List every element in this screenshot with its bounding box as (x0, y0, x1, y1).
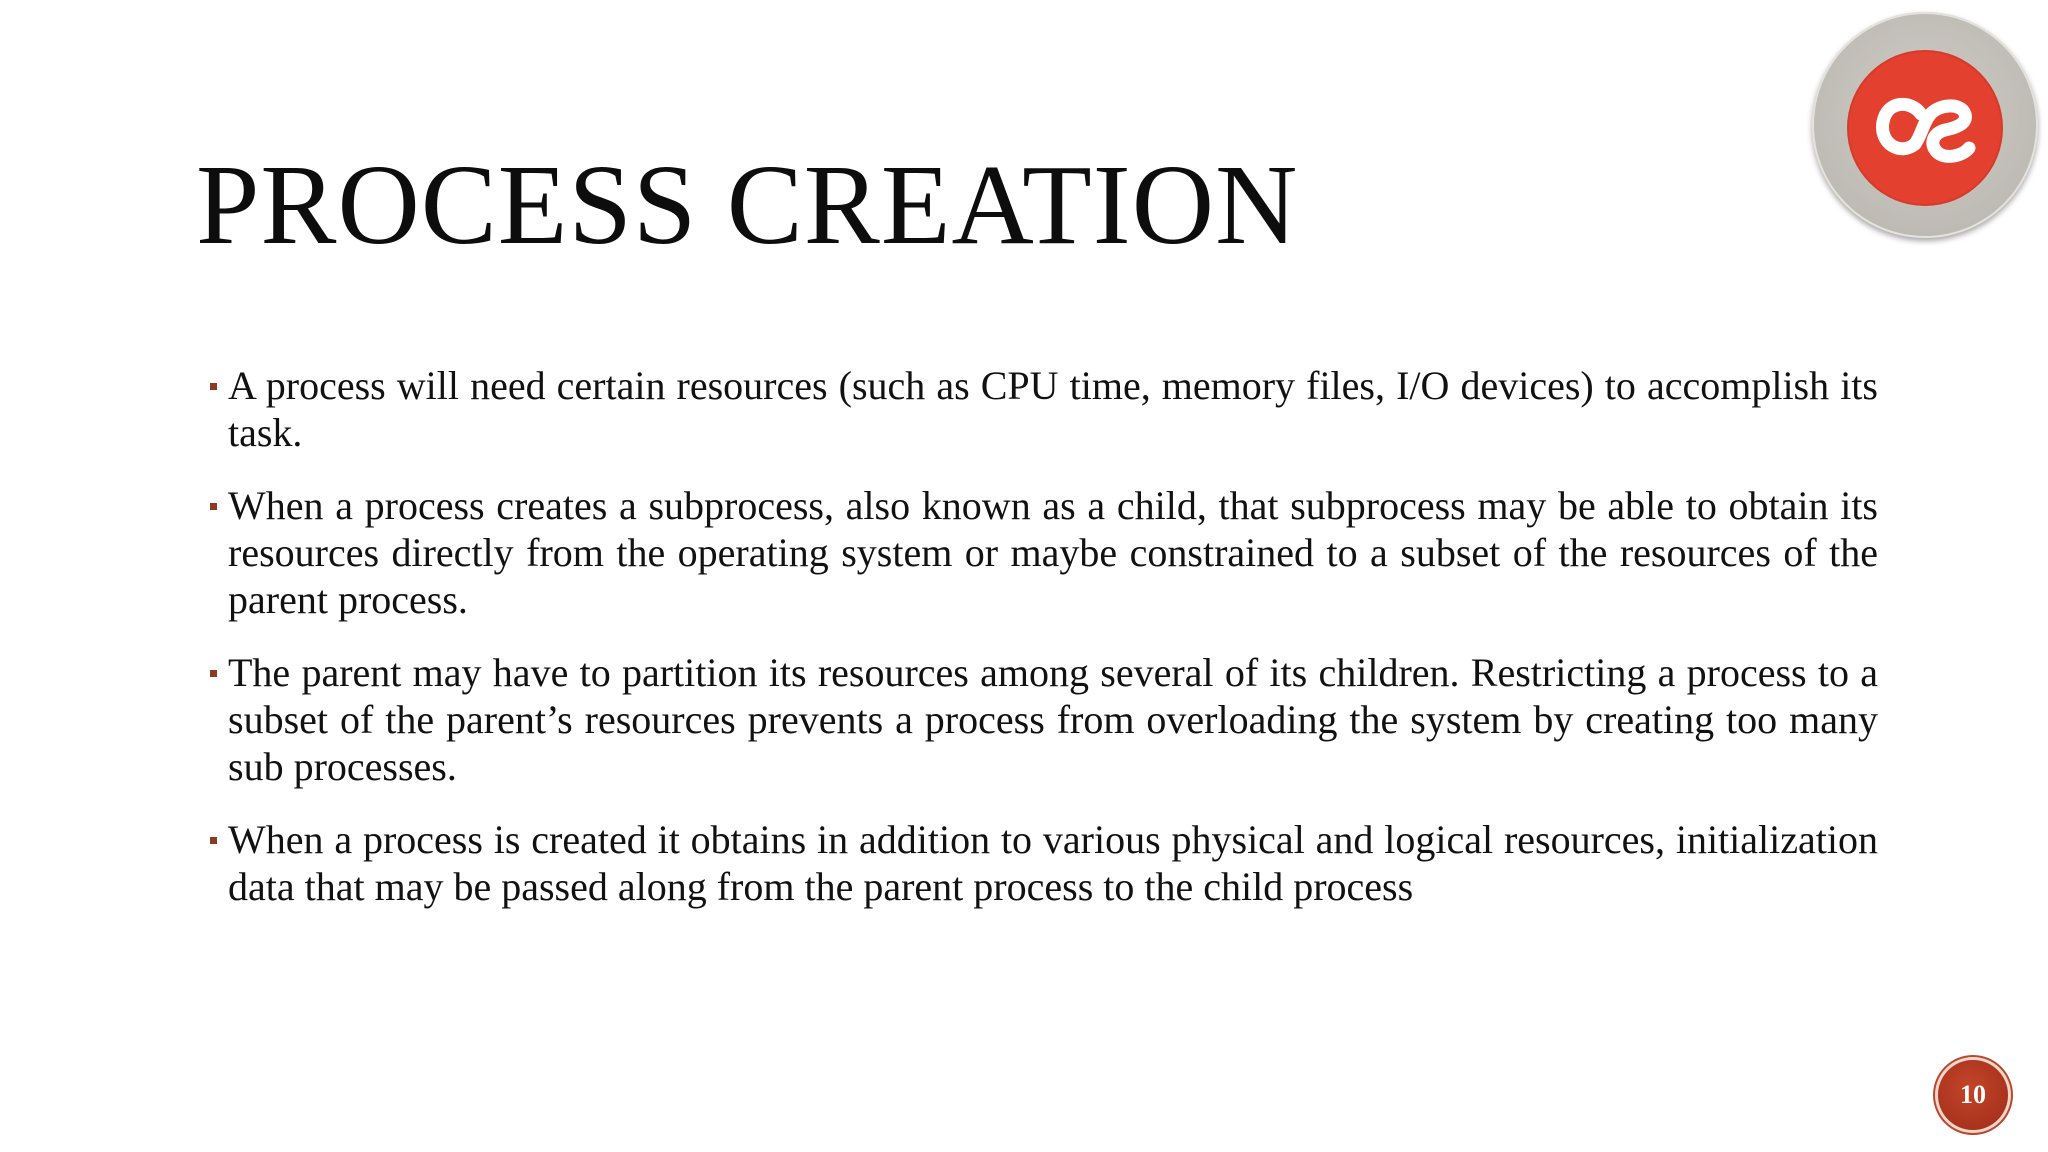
bullet-text: The parent may have to partition its resources among several of its children. Restricting a process to a subset of the parent’s resources prevents a process from overloading the system by creating too many sub processes. (228, 650, 1878, 789)
bullet-text: When a process is created it obtains in addition to various physical and logical resources, initialization data that may be passed along from the parent process to the child process (228, 817, 1878, 909)
page-number-badge (1938, 1060, 2008, 1130)
bullet-item (210, 816, 1878, 910)
square-bullet-icon (210, 837, 217, 844)
bullet-list (210, 362, 1878, 936)
square-bullet-icon (210, 383, 217, 390)
bullet-item (210, 649, 1878, 790)
logo-badge (1812, 12, 2038, 238)
bullet-item (210, 482, 1878, 623)
bullet-text: A process will need certain resources (such as CPU time, memory files, I/O devices) to accomplish its task. (228, 363, 1878, 455)
square-bullet-icon (210, 503, 217, 510)
slide-title: PROCESS CREATION (196, 141, 1299, 268)
square-bullet-icon (210, 670, 217, 677)
os-logo-icon (1849, 52, 2001, 204)
bullet-item (210, 362, 1878, 456)
bullet-text: When a process creates a subprocess, also known as a child, that subprocess may be able to obtain its resources directly from the operating system or maybe constrained to a subset of the resources of the parent process. (228, 483, 1878, 622)
os-logo-glyph (1849, 52, 2001, 204)
page-number: 10 (1960, 1080, 1986, 1109)
